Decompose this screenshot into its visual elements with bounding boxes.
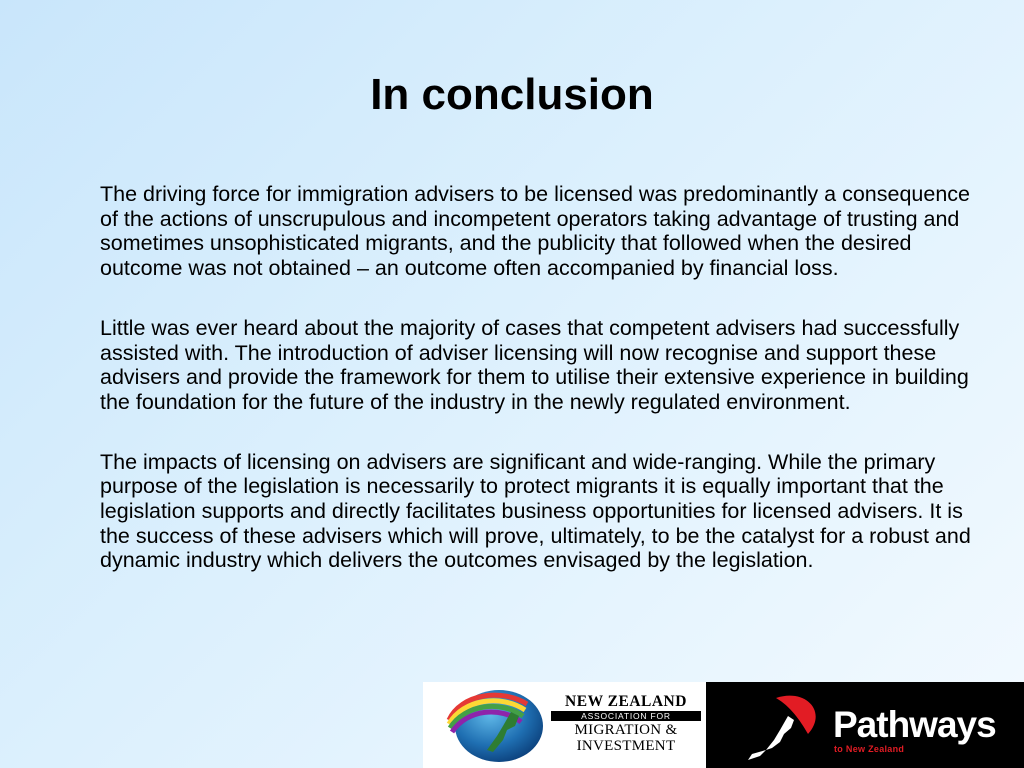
- pathways-logo: [706, 682, 1024, 768]
- nzami-line-3: MIGRATION &: [574, 722, 678, 738]
- nzami-logo: [423, 682, 706, 768]
- nzami-line-2: ASSOCIATION FOR: [551, 711, 701, 721]
- slide-title: In conclusion: [370, 70, 654, 119]
- slide-body: [100, 182, 975, 608]
- nzami-wordmark: [551, 694, 701, 754]
- pathways-tagline: to New Zealand: [834, 744, 905, 754]
- nzami-line-1: NEW ZEALAND: [565, 693, 687, 710]
- paragraph-1: The driving force for immigration advisers to be licensed was predominantly a consequence of the actions of unscrupulous and incompetent operators taking advantage of trusting and sometimes unsophisticated migrants, and the publicity that followed when the desired outcome was not obtained – an outcome often accompanied by financial loss.: [100, 182, 970, 281]
- nz-map-swoosh-icon: [736, 690, 828, 762]
- paragraph-2: Little was ever heard about the majority of cases that competent advisers had successfully assisted with. The introduction of adviser licensing will now recognise and support these advisers and provide the framework for them to utilise their extensive experience in building the foundation for the future of the industry in the newly regulated environment.: [100, 315, 969, 414]
- paragraph-3: The impacts of licensing on advisers are significant and wide-ranging. While the primary purpose of the legislation is necessarily to protect migrants it is equally important that the legislation supports and directly facilitates business opportunities for licensed advisers. It is the success of these advisers which will prove, ultimately, to be the catalyst for a robust and dynamic industry which delivers the outcomes envisaged by the legislation.: [100, 449, 971, 573]
- pathways-wordmark: Pathways: [833, 704, 996, 745]
- globe-emblem-icon: [441, 686, 547, 764]
- nzami-line-4: INVESTMENT: [576, 738, 676, 754]
